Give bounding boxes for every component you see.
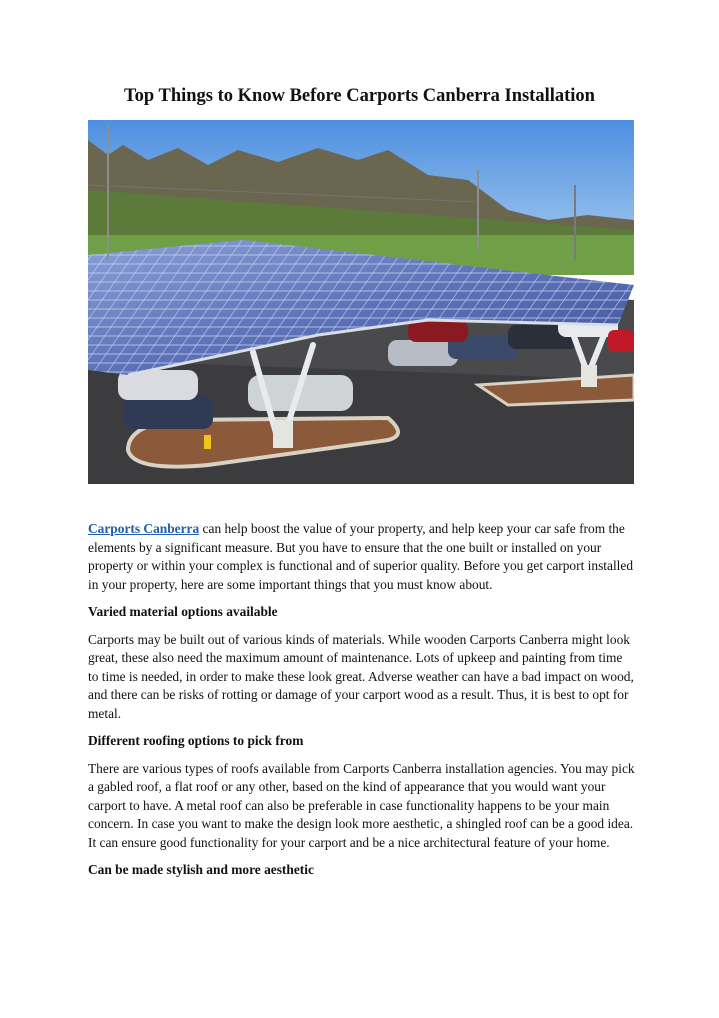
solar-carport-photo xyxy=(88,120,634,484)
section-heading-material: Varied material options available xyxy=(88,604,278,619)
intro-text: can help boost the value of your property, and help keep your car safe from the elements by a significant measure. But you have to ensure that the one built or installed on your property or within your complex is functional and of superior quality. Before you get carport installed in your property, here are some important things that you must know about. xyxy=(88,521,634,592)
carports-canberra-link[interactable]: Carports Canberra xyxy=(88,521,200,536)
section-heading-stylish: Can be made stylish and more aesthetic xyxy=(88,862,314,877)
section-body-material: Carports may be built out of various kinds of materials. While wooden Carports Canberra might look great, these also need the maximum amount of maintenance. Lots of upkeep and painting from time to time is needed, in order to make these look great. Adverse weather can have a bad impact on wood, and there can be risks of rotting or damage of your carport wood as a result. Thus, it is best to opt for metal. xyxy=(88,631,634,721)
article-body xyxy=(88,520,636,889)
section-heading-roofing: Different roofing options to pick from xyxy=(88,733,304,748)
section-body-roofing: There are various types of roofs available from Carports Canberra installation agencies. You may pick a gabled roof, a flat roof or any other, based on the kind of appearance that you would want your carport to have. A metal roof can also be preferable in case functionality happens to be your main concern. In case you want to make the design look more aesthetic, a shingled roof can be a good idea. It can ensure good functionality for your carport and be a nice architectural feature of your home. xyxy=(88,760,635,850)
intro-paragraph xyxy=(88,520,636,594)
page-title: Top Things to Know Before Carports Canberra Installation xyxy=(124,86,595,106)
